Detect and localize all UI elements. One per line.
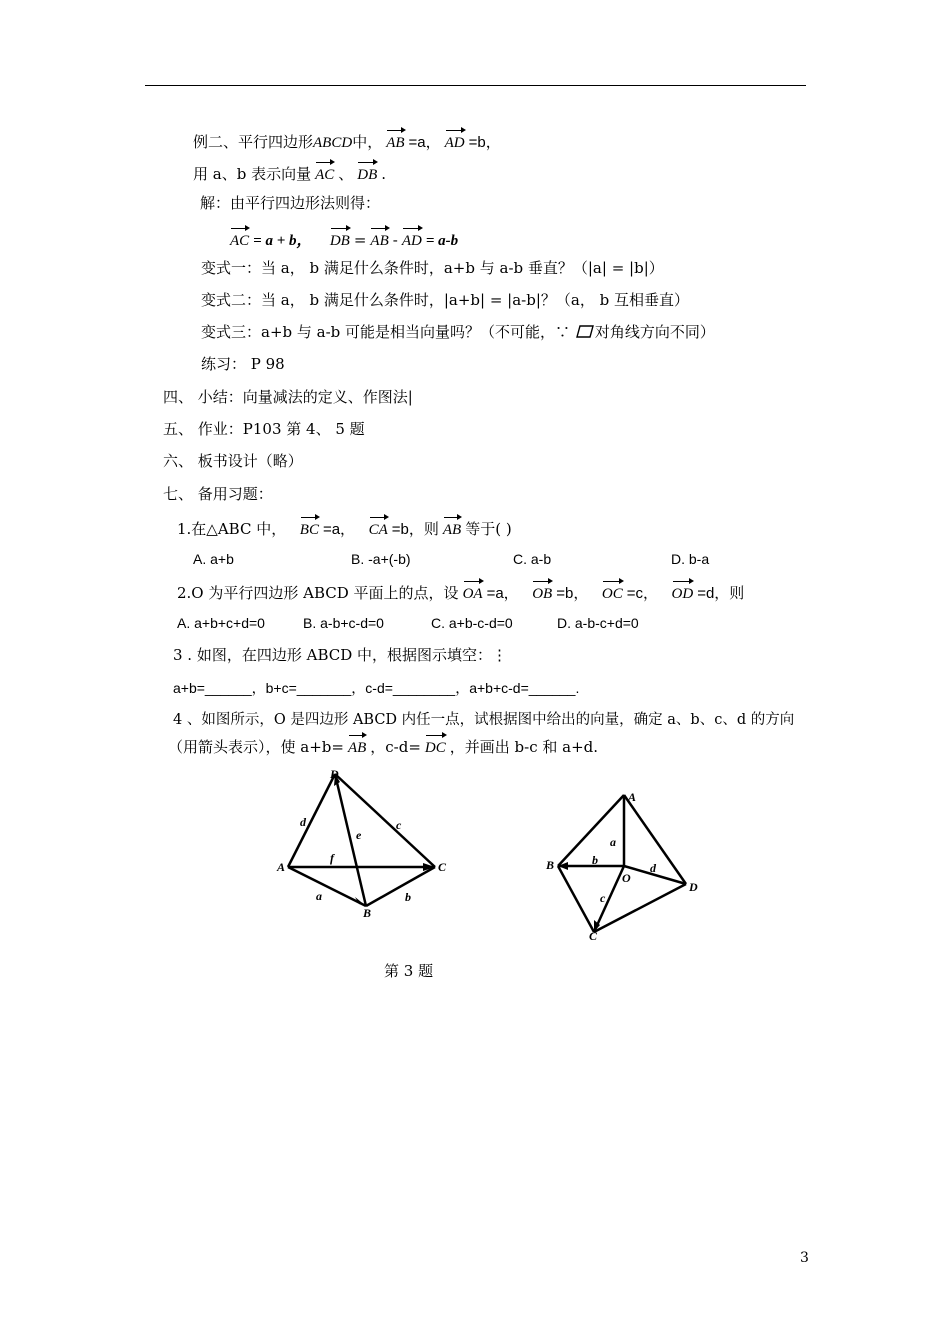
vector-ad: AD (445, 128, 465, 153)
eq1: = a + b， (253, 233, 312, 249)
fig2-label-D: D (689, 880, 698, 894)
q1-stem (177, 515, 512, 540)
q2-option-b: B. a-b+c-d=0 (303, 615, 384, 631)
vector-ob: OB (532, 579, 552, 604)
fig2-label-C: C (589, 929, 598, 943)
variant-3-end: 对角线方向不同） (594, 323, 715, 341)
variant-3-text: 变式三：a+b 与 a-b 可能是相当向量吗？（不可能，∵ (201, 323, 571, 341)
eq2-c: = a-b (425, 233, 459, 249)
vector-ac: AC (230, 226, 249, 251)
fig1-label-d: d (300, 815, 306, 829)
example2-line2 (193, 160, 386, 185)
q4-line2-c: ，并画出 b-c 和 a+d. (449, 738, 599, 756)
solution-equations (226, 226, 458, 251)
fig2-label-d: d (650, 861, 656, 875)
figure-quadrilateral-1 (270, 760, 470, 925)
eq2-b: - (392, 231, 398, 249)
q1-stem-d: 等于( ) (465, 520, 512, 538)
q2-stem-c: =b， (556, 585, 589, 602)
variant-1: 变式一：当 a， b 满足什么条件时，a+b 与 a-b 垂直？（|a| = |b|） (201, 259, 664, 277)
fig2-label-c: c (600, 891, 606, 905)
q1-stem-c: =b，则 (391, 521, 439, 538)
variant-2: 变式二：当 a， b 满足什么条件时，|a+b| = |a-b|？（a， b 互相垂直） (201, 291, 689, 309)
q2-stem (177, 579, 744, 604)
vector-ad: AD (402, 226, 422, 251)
section-7: 七、 备用习题： (163, 485, 273, 503)
eq2-a: = (353, 231, 367, 249)
q2-option-d: D. a-b-c+d=0 (557, 615, 639, 631)
q1-option-a: A. a+b (193, 551, 234, 567)
q1-option-b: B. -a+(-b) (351, 551, 411, 567)
section-6: 六、 板书设计（略） (163, 452, 303, 470)
q1-option-d: D. b-a (671, 551, 710, 567)
vector-db: DB (330, 226, 350, 251)
example2-title: 例二、平行四边形 (193, 133, 314, 151)
vector-od: OD (672, 579, 694, 604)
q3-stem: 3 . 如图，在四边形 ABCD 中，根据图示填空：⋮ (173, 646, 508, 664)
q2-stem-b: =a， (486, 585, 519, 602)
fig2-label-a: a (610, 835, 616, 849)
section-5: 五、 作业：P103 第 4、 5 题 (163, 420, 365, 438)
figure-quadrilateral-2 (540, 780, 710, 945)
use-text: 用 a、b 表示向量 (193, 165, 312, 183)
fig2-label-A: A (628, 790, 637, 804)
header-rule (145, 85, 806, 86)
fig1-label-A: A (277, 860, 286, 874)
fig1-label-b: b (405, 890, 411, 904)
fig2-label-b: b (592, 853, 598, 867)
q3-blanks: a+b=______，b+c=_______，c-d=________，a+b+c-d=______. (173, 680, 580, 696)
page-number: 3 (800, 1250, 809, 1266)
practice: 练习： P 98 (201, 355, 285, 373)
vector-ca: CA (369, 515, 388, 540)
vector-db: DB (357, 160, 377, 185)
q1-stem-a: 1.在△ABC 中， (177, 520, 287, 538)
sep: 、 (338, 165, 354, 183)
vector-ab: AB (348, 733, 366, 758)
fig1-label-f: f (330, 851, 334, 865)
q2-stem-d: =c， (626, 585, 658, 602)
vector-dc: DC (425, 733, 446, 758)
parallelogram-icon (576, 324, 594, 338)
fig1-label-D: D (330, 767, 339, 781)
q1-stem-b: =a， (322, 521, 356, 538)
fig1-label-a: a (316, 889, 322, 903)
fig2-label-O: O (622, 871, 631, 885)
q4-line2-b: ，c-d= (370, 738, 421, 756)
q2-stem-a: 2.O 为平行四边形 ABCD 平面上的点，设 (177, 584, 459, 602)
section-4: 四、 小结：向量减法的定义、作图法| (163, 388, 413, 406)
fig1-label-C: C (438, 860, 447, 874)
vector-bc: BC (300, 515, 319, 540)
period: . (381, 165, 387, 183)
example2-line1 (193, 128, 501, 153)
q4-line2-a: （用箭头表示），使 a+b= (168, 738, 344, 756)
q1-option-c: C. a-b (513, 551, 552, 567)
vector-ab: AB (443, 515, 461, 540)
q2-option-a: A. a+b+c+d=0 (177, 615, 265, 631)
fig1-label-e: e (356, 828, 362, 842)
q4-line1: 4 、如图所示，O 是四边形 ABCD 内任一点，试根据图中给出的向量，确定 a、b、c、d 的方向 (173, 712, 795, 728)
vector-oa: OA (463, 579, 483, 604)
variant-3 (201, 322, 715, 342)
vector-ac: AC (315, 160, 334, 185)
fig2-label-B: B (546, 858, 555, 872)
solution-line: 解：由平行四边形法则得： (200, 194, 381, 212)
shape-name: ABCD (313, 135, 353, 151)
figure-caption: 第 3 题 (384, 962, 434, 980)
fig1-label-B: B (363, 906, 372, 920)
eq-b: =b， (468, 134, 501, 151)
eq-a: =a， (408, 134, 441, 151)
q2-option-c: C. a+b-c-d=0 (431, 615, 513, 631)
vector-oc: OC (602, 579, 623, 604)
q4-line2 (168, 733, 598, 758)
q2-stem-e: =d，则 (697, 585, 745, 602)
fig1-label-c: c (396, 818, 402, 832)
text: 中， (352, 133, 383, 151)
vector-ab: AB (370, 226, 388, 251)
vector-ab: AB (386, 128, 404, 153)
